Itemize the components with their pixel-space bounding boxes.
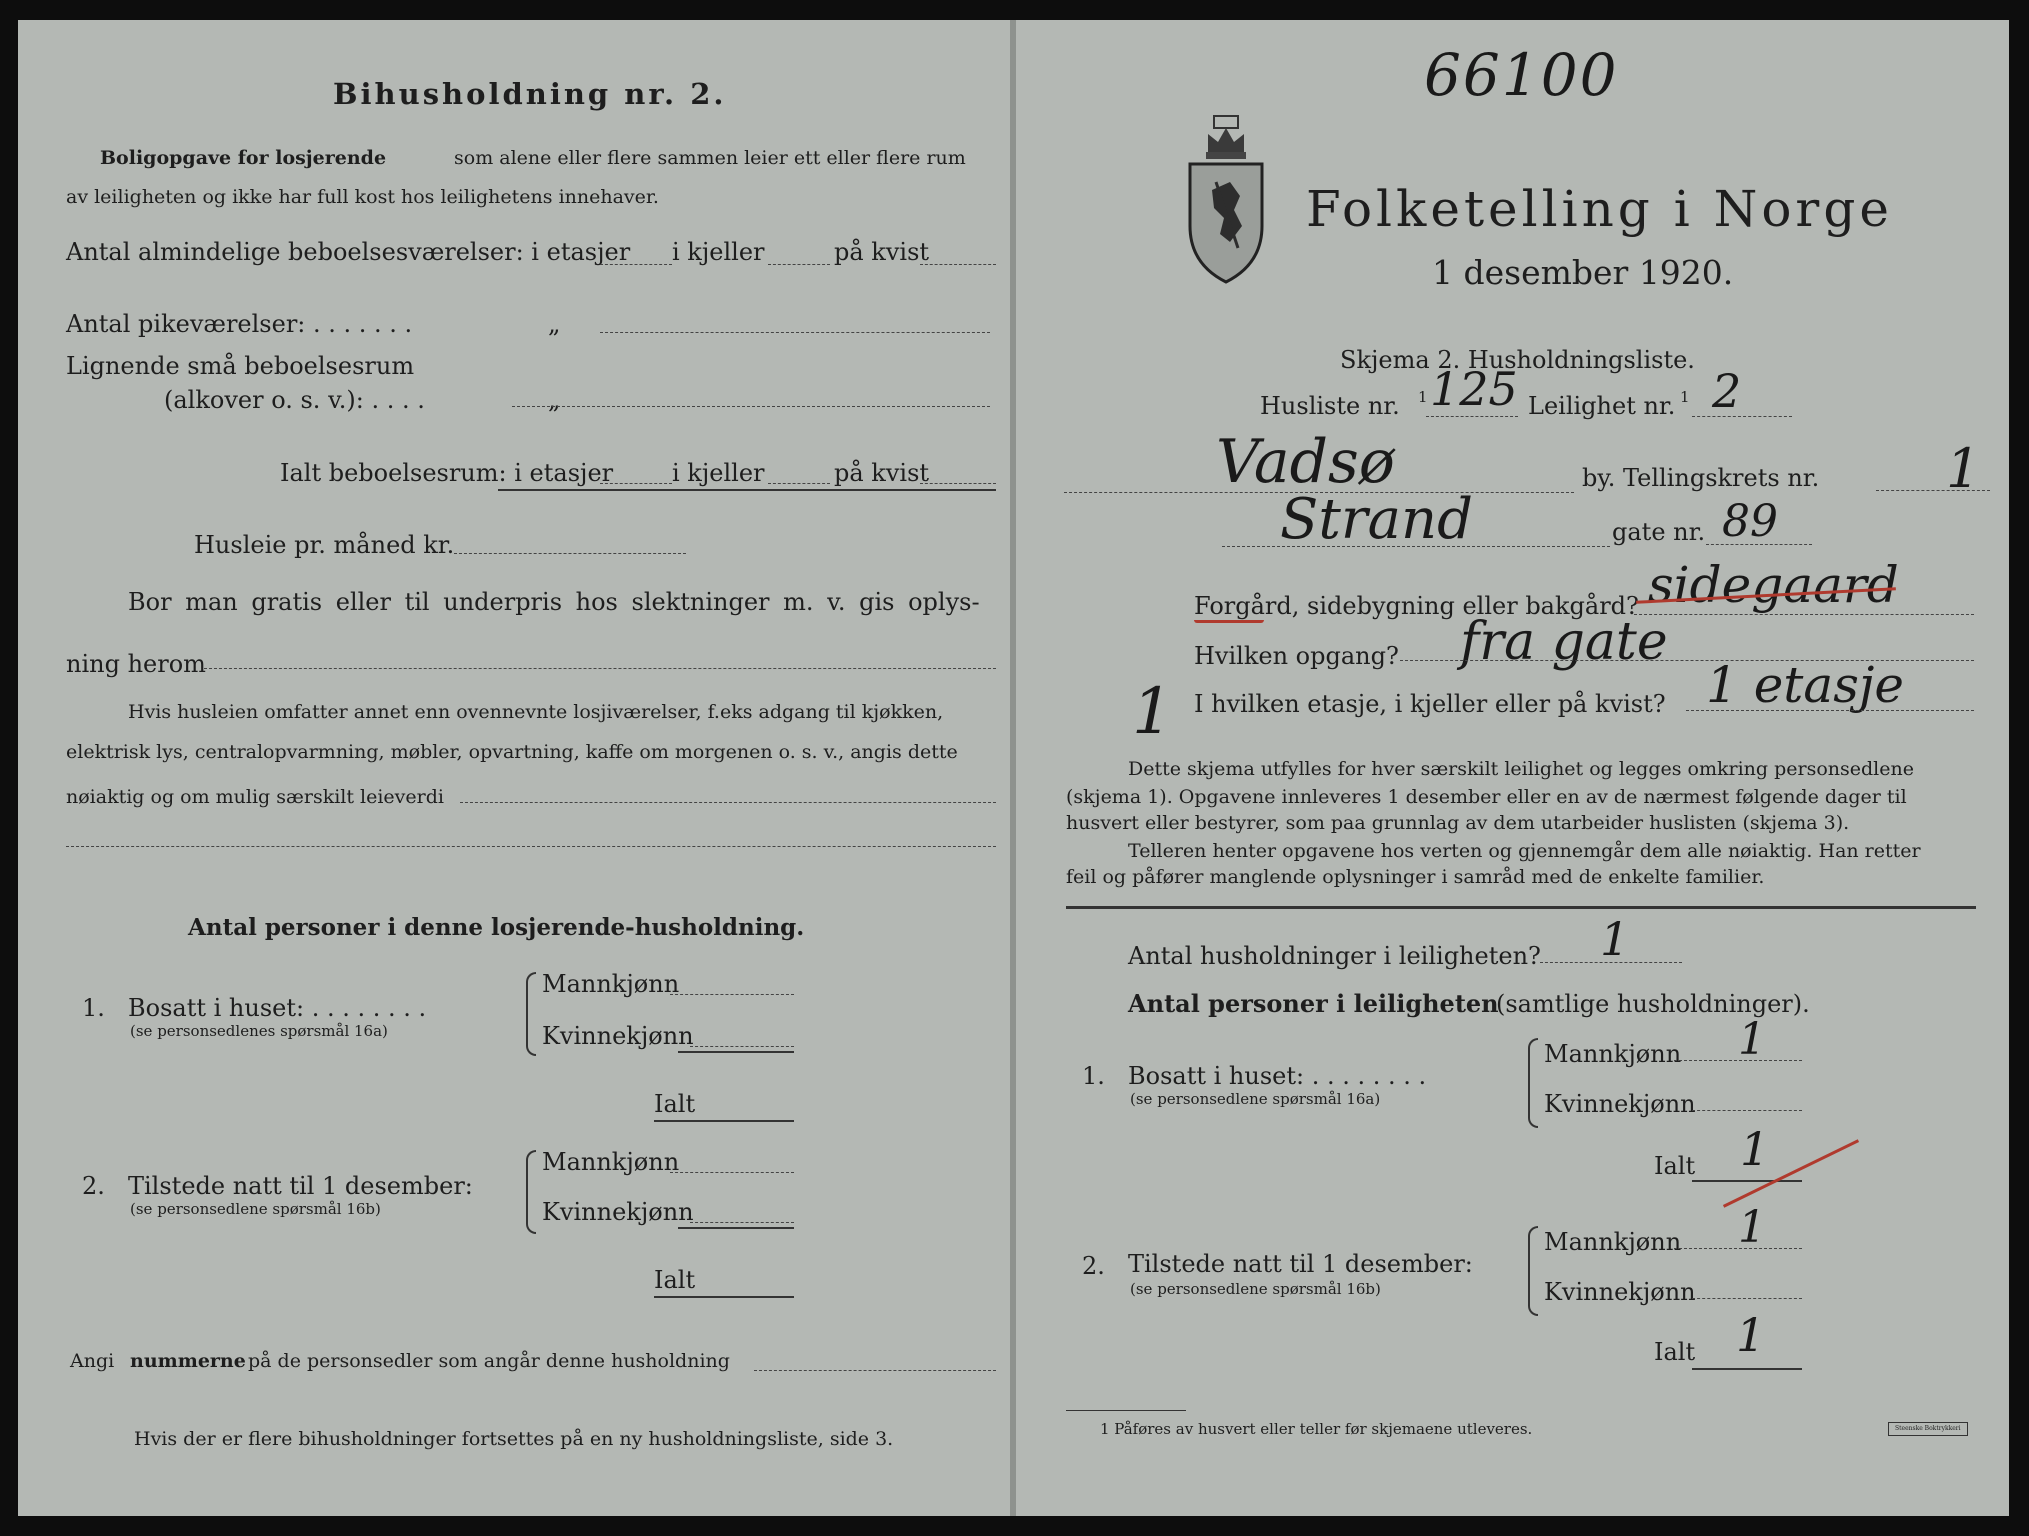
opgang-value[interactable]: fra gate bbox=[1460, 612, 1668, 672]
r-q2-number: 2. bbox=[1082, 1252, 1105, 1280]
r-q1-label: Bosatt i huset: . . . . . . . . bbox=[1128, 1062, 1427, 1090]
by-tellingskrets-label: by. Tellingskrets nr. bbox=[1582, 464, 1820, 492]
ialt-rum-label: Ialt beboelsesrum: i etasjer bbox=[280, 459, 614, 487]
etasje-field bbox=[1686, 710, 1974, 711]
r-q2-kvinne-label: Kvinnekjønn bbox=[1544, 1278, 1696, 1306]
q2-kvinne-label: Kvinnekjønn bbox=[542, 1198, 694, 1226]
ialt-kjeller-label: i kjeller bbox=[672, 459, 765, 487]
husliste-label: Husliste nr. bbox=[1260, 392, 1400, 420]
left-footer: Hvis der er flere bihusholdninger fortsettes på en ny husholdningsliste, side 3. bbox=[134, 1428, 894, 1450]
section-divider bbox=[1066, 906, 1976, 909]
r-q1-sub: (se personsedlene spørsmål 16a) bbox=[1130, 1090, 1381, 1108]
q2-mann-label: Mannkjønn bbox=[542, 1148, 680, 1176]
r-q2-mann-field bbox=[1674, 1248, 1802, 1249]
alm-kvist-field[interactable] bbox=[920, 264, 996, 265]
bor-man-text: Bor man gratis eller til underpris hos slektninger m. v. gis oplys- bbox=[128, 588, 980, 616]
q1-label: Bosatt i huset: . . . . . . . . bbox=[128, 994, 427, 1022]
antal-hush-label: Antal husholdninger i leiligheten? bbox=[1128, 942, 1541, 970]
antal-pers-bold: Antal personer i leiligheten bbox=[1128, 989, 1499, 1018]
r-q1-ialt-field bbox=[1692, 1180, 1802, 1182]
i-kjeller-label: i kjeller bbox=[672, 238, 765, 266]
angi-bold: nummerne bbox=[130, 1350, 246, 1372]
norway-coat-of-arms-icon bbox=[1184, 114, 1268, 286]
printer-stamp: Steenske Boktrykkeri bbox=[1888, 1422, 1968, 1436]
margin-mark: 1 bbox=[1132, 675, 1173, 749]
skjema-heading: Skjema 2. Husholdningsliste. bbox=[1340, 346, 1695, 374]
gate-field bbox=[1706, 544, 1812, 545]
husliste-footnote-mark: 1 bbox=[1418, 388, 1428, 406]
telleren-line1: Telleren henter opgavene hos verten og gjennemgår dem alle nøiaktig. Han retter bbox=[1128, 840, 1921, 862]
street-field bbox=[1222, 546, 1610, 547]
right-page bbox=[1016, 20, 2009, 1516]
antal-pers-rest: (samtlige husholdninger). bbox=[1496, 990, 1810, 1018]
archive-number: 66100 bbox=[1424, 41, 1619, 109]
r-q1-kvinne-field bbox=[1692, 1110, 1802, 1111]
dette-line1: Dette skjema utfylles for hver særskilt leilighet og legges omkring personsedlene bbox=[1128, 758, 1914, 780]
r-q2-ialt-label: Ialt bbox=[1654, 1338, 1696, 1366]
angi-pre: Angi bbox=[70, 1350, 115, 1372]
herom-field[interactable] bbox=[204, 668, 996, 669]
antal-pike-label: Antal pikeværelser: . . . . . . . bbox=[66, 310, 413, 338]
forgaard-value[interactable]: sidegaard bbox=[1648, 556, 1899, 614]
husleie-label: Husleie pr. måned kr. bbox=[194, 531, 455, 559]
leilighet-value[interactable]: 2 bbox=[1712, 364, 1742, 418]
antal-hush-field bbox=[1540, 962, 1682, 963]
alm-kjeller-field[interactable] bbox=[768, 264, 830, 265]
gate-label: gate nr. bbox=[1612, 518, 1706, 546]
r-q2-brace bbox=[1528, 1226, 1538, 1316]
angi-field[interactable] bbox=[754, 1370, 996, 1371]
lignende-field[interactable] bbox=[512, 406, 990, 407]
leieverdi-field-2[interactable] bbox=[66, 846, 996, 847]
street-value[interactable]: Strand bbox=[1280, 487, 1473, 552]
telleren-line2: feil og påfører manglende oplysninger i samråd med de enkelte familier. bbox=[1066, 866, 1765, 888]
pike-field[interactable] bbox=[600, 332, 990, 333]
hvis-line1: Hvis husleien omfatter annet enn ovennevnte losjiværelser, f.eks adgang til kjøkken, bbox=[128, 701, 944, 723]
q1-ialt-label: Ialt bbox=[654, 1090, 696, 1118]
dette-line2: (skjema 1). Opgavene innleveres 1 desember eller en av de nærmest følgende dager til bbox=[1066, 786, 1907, 808]
husliste-value[interactable]: 125 bbox=[1430, 362, 1518, 416]
footnote-rule bbox=[1066, 1410, 1186, 1411]
husliste-field bbox=[1426, 416, 1518, 417]
q1-sub: (se personsedlenes spørsmål 16a) bbox=[130, 1022, 388, 1040]
r-q1-ialt-value[interactable]: 1 bbox=[1740, 1122, 1770, 1176]
q2-ialt-label: Ialt bbox=[654, 1266, 696, 1294]
r-q1-number: 1. bbox=[1082, 1062, 1105, 1090]
intro-line2: av leiligheten og ikke har full kost hos leilighetens innehaver. bbox=[66, 186, 659, 208]
dette-line3: husvert eller bestyrer, som paa grunnlag av dem utarbeider huslisten (skjema 3). bbox=[1066, 812, 1850, 834]
paa-kvist-label: på kvist bbox=[834, 238, 930, 266]
q1-mann-field[interactable] bbox=[670, 994, 794, 995]
ialt-kvist-field[interactable] bbox=[920, 483, 996, 484]
hvis-line3: nøiaktig og om mulig særskilt leieverdi bbox=[66, 786, 444, 808]
intro-rest: som alene eller flere sammen leier ett eller flere rum bbox=[454, 147, 966, 169]
krets-value[interactable]: 1 bbox=[1946, 437, 1981, 500]
folketelling-title: Folketelling i Norge bbox=[1306, 180, 1893, 238]
ning-herom-label: ning herom bbox=[66, 650, 206, 678]
left-page bbox=[18, 20, 1014, 1516]
forgaard-red-underline bbox=[1194, 620, 1264, 623]
antal-alm-label: Antal almindelige beboelsesværelser: i etasjer bbox=[66, 238, 631, 266]
alm-etasjer-field[interactable] bbox=[600, 264, 672, 265]
ialt-etasjer-field[interactable] bbox=[600, 483, 672, 484]
gate-value[interactable]: 89 bbox=[1722, 496, 1778, 547]
leilighet-field bbox=[1692, 416, 1792, 417]
lignende-line1: Lignende små beboelsesrum bbox=[66, 352, 415, 380]
forgaard-label: Forgård, sidebygning eller bakgård? bbox=[1194, 592, 1639, 620]
hvis-line2: elektrisk lys, centralopvarmning, møbler, opvartning, kaffe om morgenen o. s. v., angis dette bbox=[66, 741, 958, 763]
r-q1-mann-field bbox=[1674, 1060, 1802, 1061]
q2-number: 2. bbox=[82, 1172, 105, 1200]
r-q2-kvinne-field bbox=[1692, 1298, 1802, 1299]
city-value[interactable]: Vadsø bbox=[1216, 427, 1395, 497]
intro-bold: Boligopgave for losjerende bbox=[100, 147, 387, 169]
r-q1-ialt-label: Ialt bbox=[1654, 1152, 1696, 1180]
census-date: 1 desember 1920. bbox=[1432, 253, 1734, 292]
r-q2-mann-value[interactable]: 1 bbox=[1738, 1202, 1766, 1253]
r-q1-brace bbox=[1528, 1038, 1538, 1128]
antal-personer-heading: Antal personer i denne losjerende-husholdning. bbox=[188, 914, 805, 941]
q1-number: 1. bbox=[82, 994, 105, 1022]
ialt-kjeller-field[interactable] bbox=[768, 483, 830, 484]
ialt-kvist-label: på kvist bbox=[834, 459, 930, 487]
ditto-mark: „ bbox=[548, 310, 561, 338]
r-q2-ialt-value[interactable]: 1 bbox=[1736, 1308, 1766, 1362]
bihusholdning-title: Bihusholdning nr. 2. bbox=[333, 77, 727, 111]
q1-ialt-field[interactable] bbox=[654, 1120, 794, 1122]
r-q1-mann-value[interactable]: 1 bbox=[1738, 1014, 1766, 1065]
q1-kvinne-label: Kvinnekjønn bbox=[542, 1022, 694, 1050]
r-q2-sub: (se personsedlene spørsmål 16b) bbox=[1130, 1280, 1381, 1298]
q1-brace bbox=[526, 972, 536, 1056]
r-q1-mann-label: Mannkjønn bbox=[1544, 1040, 1682, 1068]
etasje-value[interactable]: 1 etasje bbox=[1706, 656, 1904, 714]
lignende-line2: (alkover o. s. v.): . . . . bbox=[164, 386, 425, 414]
q1-kvinne-field[interactable] bbox=[690, 1046, 794, 1047]
q2-kvinne-rule bbox=[678, 1227, 794, 1229]
q2-ialt-field[interactable] bbox=[654, 1296, 794, 1298]
forgaard-field bbox=[1634, 614, 1974, 615]
right-footnote: 1 Påføres av husvert eller teller før skjemaene utleveres. bbox=[1100, 1420, 1533, 1438]
ialt-underline bbox=[498, 489, 996, 491]
q2-brace bbox=[526, 1150, 536, 1234]
q1-kvinne-rule bbox=[678, 1051, 794, 1053]
r-q1-kvinne-label: Kvinnekjønn bbox=[1544, 1090, 1696, 1118]
opgang-label: Hvilken opgang? bbox=[1194, 642, 1399, 670]
r-q2-ialt-field bbox=[1692, 1368, 1802, 1370]
q2-mann-field[interactable] bbox=[670, 1172, 794, 1173]
q1-mann-label: Mannkjønn bbox=[542, 970, 680, 998]
r-q2-label: Tilstede natt til 1 desember: bbox=[1128, 1250, 1473, 1278]
krets-field bbox=[1876, 490, 1990, 491]
leieverdi-field[interactable] bbox=[460, 802, 996, 803]
q2-kvinne-field[interactable] bbox=[690, 1222, 794, 1223]
antal-hush-value[interactable]: 1 bbox=[1600, 912, 1630, 966]
q2-sub: (se personsedlene spørsmål 16b) bbox=[130, 1200, 381, 1218]
leilighet-footnote-mark: 1 bbox=[1680, 388, 1690, 406]
husleie-field[interactable] bbox=[454, 553, 686, 554]
angi-post: på de personsedler som angår denne husholdning bbox=[248, 1350, 730, 1372]
q2-label: Tilstede natt til 1 desember: bbox=[128, 1172, 473, 1200]
ditto-mark-2: „ bbox=[548, 386, 561, 414]
leilighet-label: Leilighet nr. bbox=[1528, 392, 1676, 420]
etasje-label: I hvilken etasje, i kjeller eller på kvist? bbox=[1194, 690, 1666, 718]
r-q2-mann-label: Mannkjønn bbox=[1544, 1228, 1682, 1256]
